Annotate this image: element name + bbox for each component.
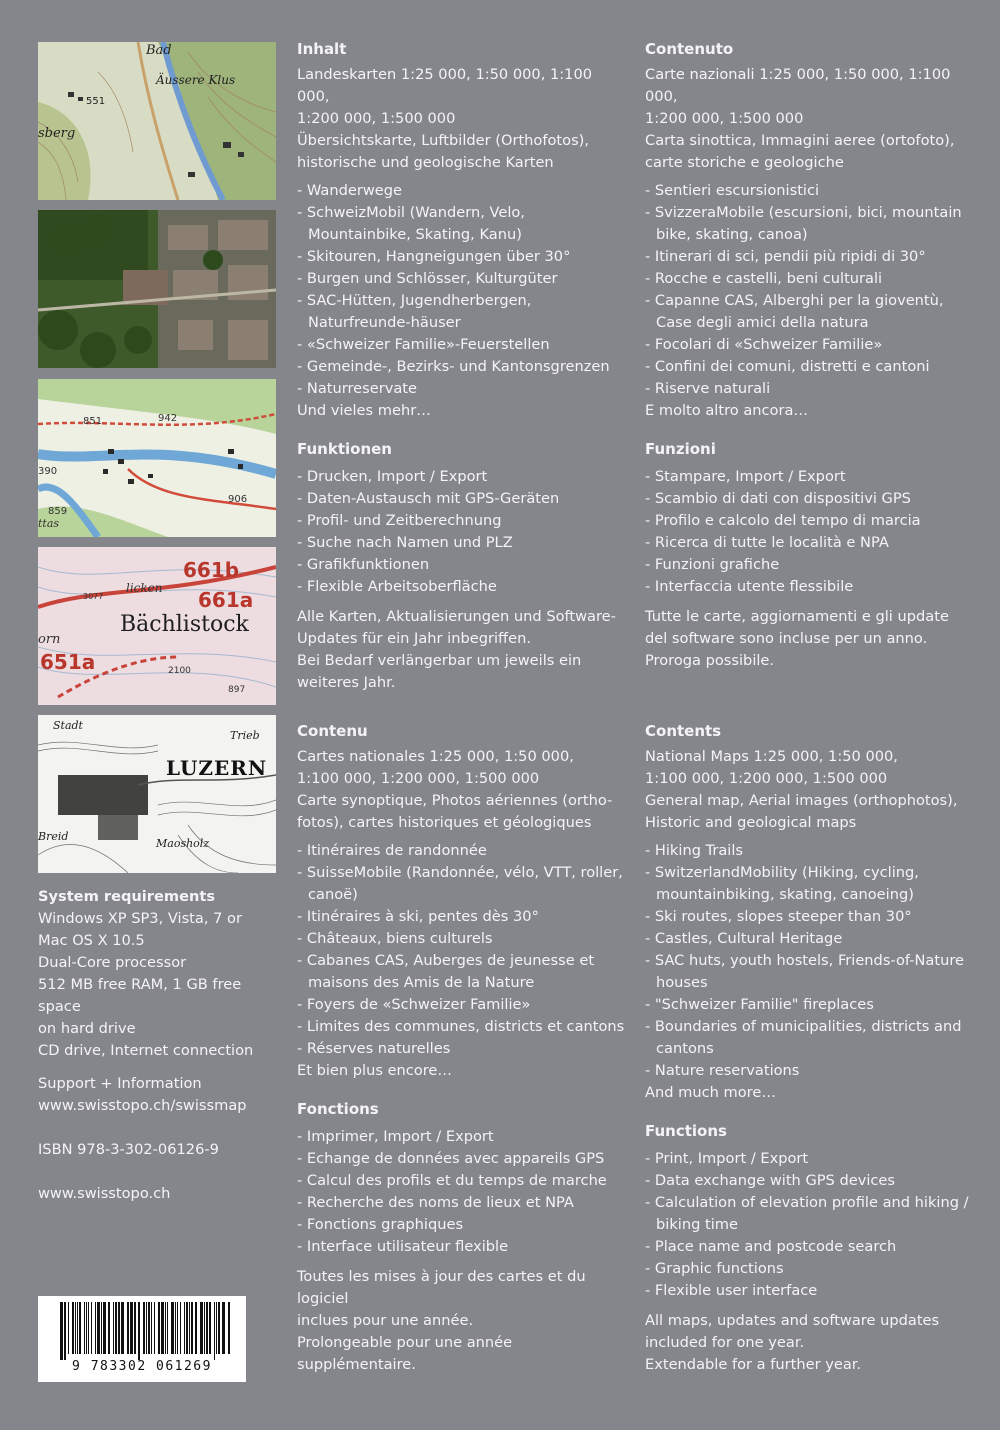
system-line: Dual-Core processor [38, 954, 187, 971]
intro-line: historische und geologische Karten [297, 154, 554, 171]
intro-line: 1:200 000, 1:500 000 [645, 110, 804, 127]
map-label: sberg [38, 126, 76, 141]
updates-line: Alle Karten, Aktualisierungen und Software- [297, 608, 616, 625]
barcode-bar [204, 1302, 205, 1354]
more-line: And much more… [645, 1084, 776, 1101]
list-item: - SAC huts, youth hostels, Friends-of-Nature houses [645, 950, 975, 994]
list-item: - Fonctions graphiques [297, 1214, 627, 1236]
list-item: - Châteaux, biens culturels [297, 928, 627, 950]
intro-line: carte storiche e geologiche [645, 154, 844, 171]
functions-list [297, 1126, 627, 1258]
functions-list [645, 466, 975, 598]
map-label: 3077 [83, 592, 104, 601]
list-item: - Profil- und Zeitberechnung [297, 510, 627, 532]
section-heading: Funktionen [297, 440, 392, 458]
barcode-bar [143, 1302, 145, 1354]
system-line: on hard drive [38, 1020, 136, 1037]
system-requirements [38, 886, 288, 1062]
list-item: - Recherche des noms de lieux et NPA [297, 1192, 627, 1214]
route-number-label: 651a [40, 650, 96, 674]
barcode-bar [88, 1302, 89, 1354]
list-item: - Interface utilisateur flexible [297, 1236, 627, 1258]
updates-line: del software sono incluse per un anno. [645, 630, 928, 647]
list-item: - Stampare, Import / Export [645, 466, 975, 488]
barcode-bar [148, 1302, 150, 1354]
barcode-bar [175, 1302, 176, 1354]
content-list [645, 840, 975, 1082]
updates-line: Updates für ein Jahr inbegriffen. [297, 630, 531, 647]
isbn: ISBN 978-3-302-06126-9 [38, 1141, 219, 1158]
map-label: 942 [158, 413, 178, 424]
list-item: - Naturreservate [297, 378, 627, 400]
section-heading: Functions [645, 1122, 727, 1140]
english-section [645, 720, 975, 1376]
updates-line: Toutes les mises à jour des cartes et du logiciel [297, 1268, 586, 1307]
website: www.swisstopo.ch [38, 1185, 171, 1202]
barcode-bar [189, 1302, 190, 1354]
barcode-bar [60, 1302, 63, 1360]
intro-line: Carte synoptique, Photos aériennes (ortho- [297, 792, 613, 809]
barcode-bar [68, 1302, 69, 1354]
ski-route-map-thumbnail [38, 547, 276, 705]
intro-line: Historic and geological maps [645, 814, 857, 831]
intro-line: Carta sinottica, Immagini aeree (ortofoto), [645, 132, 955, 149]
list-item: - Burgen und Schlösser, Kulturgüter [297, 268, 627, 290]
barcode-bar [84, 1302, 85, 1354]
list-item: - Itinerari di sci, pendii più ripidi di 30° [645, 246, 975, 268]
barcode-bar [158, 1302, 160, 1354]
ski-route-map-image [38, 547, 276, 705]
map-label: licken [126, 581, 163, 595]
content-list [297, 840, 627, 1060]
system-requirements-heading: System requirements [38, 888, 216, 905]
list-item: - Drucken, Import / Export [297, 466, 627, 488]
topographic-map-thumbnail [38, 42, 276, 200]
barcode-bar [214, 1302, 215, 1360]
aerial-photo-image [38, 210, 276, 368]
barcode-bar [184, 1302, 185, 1354]
list-item: - SwitzerlandMobility (Hiking, cycling, mountainbiking, skating, canoeing) [645, 862, 975, 906]
map-label: orn [38, 632, 61, 647]
barcode-bar [216, 1302, 217, 1354]
list-item: - Flexible Arbeitsoberfläche [297, 576, 627, 598]
section-heading: Funzioni [645, 440, 716, 458]
updates-line: Bei Bedarf verlängerbar um jeweils ein [297, 652, 582, 669]
content-list [297, 180, 627, 400]
barcode-bar [97, 1302, 100, 1354]
barcode-bar [101, 1302, 102, 1354]
map-label: 2100 [168, 666, 191, 676]
intro-line: Carte nazionali 1:25 000, 1:50 000, 1:100 000, [645, 66, 951, 105]
barcode-bar [64, 1302, 66, 1360]
barcode-bar [134, 1302, 136, 1354]
intro-line: Übersichtskarte, Luftbilder (Orthofotos), [297, 132, 590, 149]
content-list [645, 180, 975, 400]
barcode-bar [146, 1302, 147, 1354]
barcode-bar [138, 1302, 140, 1360]
updates-line: included for one year. [645, 1334, 805, 1351]
list-item: - SvizzeraMobile (escursioni, bici, mountain bike, skating, canoa) [645, 202, 975, 246]
list-item: - Capanne CAS, Alberghi per la gioventù, Case degli amici della natura [645, 290, 975, 334]
map-label: LUZERN [166, 756, 268, 780]
updates-line: Extendable for a further year. [645, 1356, 862, 1373]
list-item: - Echange de données avec appareils GPS [297, 1148, 627, 1170]
map-label: Breid [38, 830, 69, 843]
updates-line: inclues pour une année. [297, 1312, 474, 1329]
list-item: - Flexible user interface [645, 1280, 975, 1302]
list-item: - Daten-Austausch mit GPS-Geräten [297, 488, 627, 510]
french-section [297, 720, 627, 1376]
list-item: - Ski routes, slopes steeper than 30° [645, 906, 975, 928]
map-label: 390 [38, 466, 58, 477]
list-item: - Wanderwege [297, 180, 627, 202]
system-line: 512 MB free RAM, 1 GB free space [38, 976, 242, 1015]
system-line: Windows XP SP3, Vista, 7 or [38, 910, 242, 927]
barcode-bar [209, 1302, 211, 1354]
section-heading: Contents [645, 722, 722, 740]
section-heading: Fonctions [297, 1100, 379, 1118]
map-label: 851 [83, 416, 103, 427]
map-label: Bächlistock [120, 612, 249, 637]
barcode-bar [95, 1302, 96, 1354]
list-item: - Itinéraires de randonnée [297, 840, 627, 862]
map-label: Trieb [230, 729, 260, 742]
barcode-bar [177, 1302, 178, 1354]
list-item: - Data exchange with GPS devices [645, 1170, 975, 1192]
barcode-bar [115, 1302, 117, 1354]
list-item: - SAC-Hütten, Jugendherbergen, Naturfreunde-häuser [297, 290, 627, 334]
map-label: Maosholz [156, 837, 210, 850]
list-item: - Riserve naturali [645, 378, 975, 400]
list-item: - Gemeinde-, Bezirks- und Kantonsgrenzen [297, 356, 627, 378]
functions-list [645, 1148, 975, 1302]
section-heading: Contenuto [645, 40, 734, 58]
barcode-bar [161, 1302, 164, 1354]
list-item: - Calculation of elevation profile and hiking / biking time [645, 1192, 975, 1236]
intro-line: National Maps 1:25 000, 1:50 000, [645, 748, 898, 765]
barcode-bar [154, 1302, 155, 1354]
more-line: Et bien plus encore… [297, 1062, 453, 1079]
system-line: Mac OS X 10.5 [38, 932, 145, 949]
updates-line: All maps, updates and software updates [645, 1312, 940, 1329]
barcode-bar [191, 1302, 193, 1354]
updates-line: weiteres Jahr. [297, 674, 396, 691]
route-number-label: 661b [183, 558, 240, 582]
barcode-bar [127, 1302, 129, 1354]
list-item: - Funzioni grafiche [645, 554, 975, 576]
list-item: - Imprimer, Import / Export [297, 1126, 627, 1148]
support-url: www.swisstopo.ch/swissmap [38, 1097, 247, 1114]
barcode-bar [180, 1302, 181, 1354]
section-heading: Inhalt [297, 40, 347, 58]
list-item: - Rocche e castelli, beni culturali [645, 268, 975, 290]
barcode-bar [113, 1302, 114, 1354]
list-item: - Place name and postcode search [645, 1236, 975, 1258]
list-item: - Boundaries of municipalities, districts and cantons [645, 1016, 975, 1060]
system-line: CD drive, Internet connection [38, 1042, 254, 1059]
intro-line: fotos), cartes historiques et géologiques [297, 814, 592, 831]
barcode-bar [151, 1302, 152, 1354]
list-item: - Scambio di dati con dispositivi GPS [645, 488, 975, 510]
barcode-bar [86, 1302, 87, 1354]
barcode-bar [130, 1302, 133, 1354]
more-line: Und vieles mehr… [297, 402, 431, 419]
hiking-map-thumbnail [38, 379, 276, 537]
support-info [38, 1073, 288, 1117]
list-item: - Grafikfunktionen [297, 554, 627, 576]
intro-line: Cartes nationales 1:25 000, 1:50 000, [297, 748, 574, 765]
list-item: - Castles, Cultural Heritage [645, 928, 975, 950]
list-item: - Limites des communes, districts et cantons [297, 1016, 627, 1038]
intro-line: 1:100 000, 1:200 000, 1:500 000 [297, 770, 540, 787]
map-label: 859 [48, 506, 68, 517]
barcode-bar [103, 1302, 106, 1354]
barcode-bar [200, 1302, 203, 1354]
historic-map-thumbnail [38, 715, 276, 873]
barcode-bar [222, 1302, 225, 1354]
barcode-bar [118, 1302, 120, 1354]
intro-line: 1:100 000, 1:200 000, 1:500 000 [645, 770, 888, 787]
barcode-bar [108, 1302, 110, 1354]
list-item: - Hiking Trails [645, 840, 975, 862]
support-label: Support + Information [38, 1075, 202, 1092]
map-label: Stadt [53, 719, 83, 732]
list-item: - Calcul des profils et du temps de marche [297, 1170, 627, 1192]
barcode-number: 9 783302 061269 [72, 1359, 212, 1374]
list-item: - Cabanes CAS, Auberges de jeunesse et maisons des Amis de la Nature [297, 950, 627, 994]
aerial-photo-thumbnail [38, 210, 276, 368]
italian-section [645, 38, 975, 672]
barcode-bar [72, 1302, 74, 1354]
map-label: Äussere Klus [156, 73, 236, 87]
barcode-bar [206, 1302, 208, 1354]
barcode-bar [77, 1302, 78, 1354]
list-item: - Réserves naturelles [297, 1038, 627, 1060]
barcode-bar [167, 1302, 168, 1354]
barcode-bar [91, 1302, 92, 1354]
more-line: E molto altro ancora… [645, 402, 808, 419]
intro-line: General map, Aerial images (orthophotos), [645, 792, 958, 809]
map-label: ttas [38, 517, 60, 530]
functions-list [297, 466, 627, 598]
barcode-bar [186, 1302, 188, 1354]
list-item: - Interfaccia utente flessibile [645, 576, 975, 598]
barcode-bars [38, 1296, 246, 1360]
map-label: Bad [146, 43, 172, 58]
updates-line: Prolongeable pour une année supplémentaire. [297, 1334, 513, 1373]
list-item: - Confini dei comuni, distretti e cantoni [645, 356, 975, 378]
topographic-map-image [38, 42, 276, 200]
section-heading: Contenu [297, 722, 368, 740]
list-item: - Profilo e calcolo del tempo di marcia [645, 510, 975, 532]
list-item: - Suche nach Namen und PLZ [297, 532, 627, 554]
map-label: 906 [228, 494, 248, 505]
barcode-bar [79, 1302, 81, 1354]
route-number-label: 661a [198, 588, 254, 612]
barcode-bar [75, 1302, 76, 1354]
list-item: - SchweizMobil (Wandern, Velo, Mountainbike, Skating, Kanu) [297, 202, 627, 246]
map-label: 897 [228, 685, 246, 695]
hiking-map-image [38, 379, 276, 537]
historic-map-image [38, 715, 276, 873]
barcode-bar [171, 1302, 174, 1354]
barcode-bar [218, 1302, 220, 1354]
list-item: - "Schweizer Familie" fireplaces [645, 994, 975, 1016]
barcode [38, 1296, 246, 1382]
map-label: 551 [86, 96, 106, 107]
barcode-bar [121, 1302, 124, 1354]
intro-line: Landeskarten 1:25 000, 1:50 000, 1:100 000, [297, 66, 593, 105]
list-item: - Print, Import / Export [645, 1148, 975, 1170]
updates-line: Proroga possibile. [645, 652, 775, 669]
intro-line: 1:200 000, 1:500 000 [297, 110, 456, 127]
list-item: - Focolari di «Schweizer Familie» [645, 334, 975, 356]
list-item: - SuisseMobile (Randonnée, vélo, VTT, roller, canoë) [297, 862, 627, 906]
list-item: - Nature reservations [645, 1060, 975, 1082]
barcode-bar [228, 1302, 230, 1354]
list-item: - Sentieri escursionistici [645, 180, 975, 202]
german-section [297, 38, 627, 694]
list-item: - Ricerca di tutte le località e NPA [645, 532, 975, 554]
list-item: - Skitouren, Hangneigungen über 30° [297, 246, 627, 268]
list-item: - Itinéraires à ski, pentes dès 30° [297, 906, 627, 928]
barcode-bar [165, 1302, 166, 1354]
list-item: - «Schweizer Familie»-Feuerstellen [297, 334, 627, 356]
list-item: - Graphic functions [645, 1258, 975, 1280]
barcode-bar [195, 1302, 197, 1354]
list-item: - Foyers de «Schweizer Familie» [297, 994, 627, 1016]
updates-line: Tutte le carte, aggiornamenti e gli update [645, 608, 949, 625]
